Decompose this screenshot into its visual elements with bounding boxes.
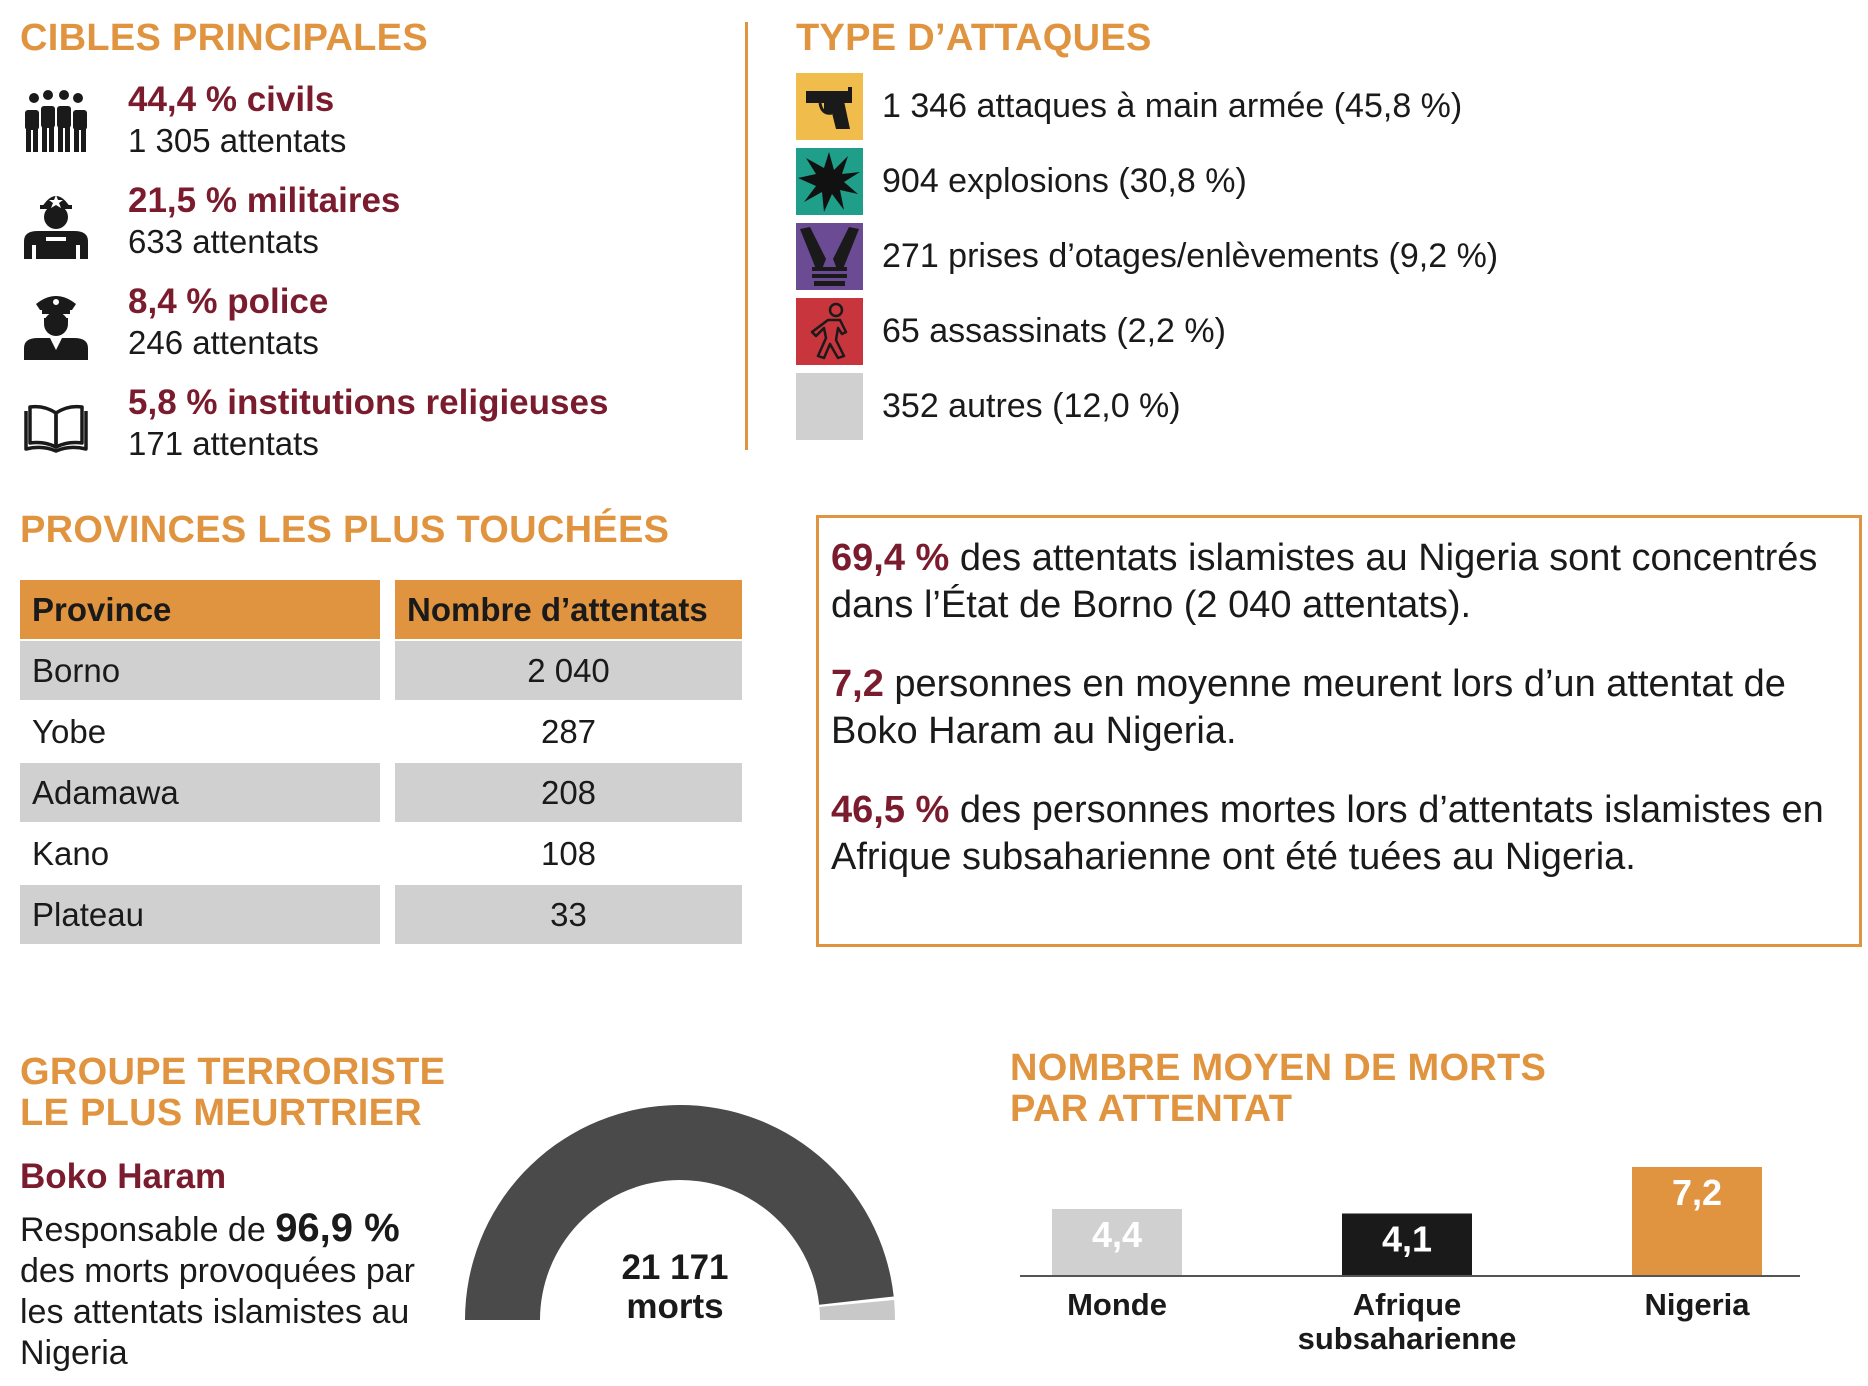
attack-label: 352 autres (12,0 %) <box>882 387 1181 425</box>
fact-highlight: 69,4 % <box>831 537 950 579</box>
deaths-total <box>560 1248 790 1326</box>
fact-average-deaths <box>831 661 1851 755</box>
fact-text: des attentats islamistes au Nigeria sont concentrés dans l’État de Borno (2 040 attentats). <box>831 537 1818 626</box>
province-count: 208 <box>395 763 742 822</box>
fact-text: des personnes mortes lors d’attentats islamistes en Afrique subsaharienne ont été tuées au Nigeria. <box>831 789 1824 878</box>
target-military <box>20 181 740 273</box>
attack-color-swatch <box>796 148 863 215</box>
group-title-line2: LE PLUS MEURTRIER <box>20 1092 423 1134</box>
bar-value-label: 4,1 <box>1381 1218 1433 1260</box>
attack-label: 271 prises d’otages/enlèvements (9,2 %) <box>882 237 1499 275</box>
column-divider <box>745 22 748 450</box>
column-header-province: Province <box>20 580 380 639</box>
category-label: subsaharienne <box>1297 1321 1517 1356</box>
police-officer-icon <box>20 288 92 360</box>
category-label: Afrique <box>1352 1287 1462 1322</box>
group-name: Boko Haram <box>20 1157 227 1196</box>
target-count: 1 305 attentats <box>128 122 347 159</box>
province-count: 287 <box>540 713 597 750</box>
attack-hostage <box>796 223 1796 291</box>
provinces-title: PROVINCES LES PLUS TOUCHÉES <box>20 509 670 551</box>
fact-subsaharan-share <box>831 787 1851 881</box>
target-count: 633 attentats <box>128 223 319 260</box>
targets-title: CIBLES PRINCIPALES <box>20 17 428 59</box>
attack-label: 65 assassinats (2,2 %) <box>882 312 1226 350</box>
provinces-table <box>20 580 742 946</box>
table-header <box>20 580 742 641</box>
bar-value-label: 4,4 <box>1091 1214 1143 1255</box>
bound-hands-icon <box>796 223 863 290</box>
province-count: 33 <box>395 885 742 944</box>
target-pct: 8,4 % police <box>128 282 329 321</box>
running-person-icon <box>796 298 863 365</box>
chart-title-line1: NOMBRE MOYEN DE MORTS <box>1010 1047 1547 1089</box>
resp-prefix: Responsable de <box>20 1211 276 1249</box>
attack-color-swatch <box>796 298 863 365</box>
province-name: Adamawa <box>20 763 380 822</box>
category-label: Nigeria <box>1644 1287 1750 1322</box>
province-name: Borno <box>20 641 380 700</box>
fact-text: personnes en moyenne meurent lors d’un attentat de Boko Haram au Nigeria. <box>831 663 1786 752</box>
attack-color-swatch <box>796 223 863 290</box>
soldier-icon <box>20 187 92 259</box>
explosion-icon <box>796 148 863 215</box>
target-religious <box>20 383 740 475</box>
resp-suffix: des morts provoquées par les attentats islamistes au Nigeria <box>20 1252 415 1372</box>
group-title-line1: GROUPE TERRORISTE <box>20 1051 446 1093</box>
province-count: 2 040 <box>395 641 742 700</box>
deaths-unit: morts <box>626 1287 724 1326</box>
target-police <box>20 282 740 374</box>
attack-other <box>796 373 1796 441</box>
resp-pct: 96,9 % <box>275 1206 400 1250</box>
table-row <box>20 763 742 824</box>
category-label: Monde <box>1067 1287 1167 1322</box>
civilians-icon <box>20 86 92 158</box>
attack-assassinations <box>796 298 1796 366</box>
attack-label: 1 346 attaques à main armée (45,8 %) <box>882 87 1463 125</box>
province-name: Plateau <box>20 885 380 944</box>
deaths-number: 21 171 <box>621 1248 729 1287</box>
target-pct: 44,4 % civils <box>128 80 335 119</box>
attack-armed <box>796 73 1796 141</box>
table-row <box>20 824 742 885</box>
table-row <box>20 702 742 763</box>
table-row <box>20 641 742 702</box>
province-name: Kano <box>32 835 110 872</box>
attacks-title: TYPE D’ATTAQUES <box>796 17 1152 59</box>
group-responsibility <box>20 1208 460 1374</box>
attack-explosions <box>796 148 1796 216</box>
fact-borno <box>831 535 1851 629</box>
attack-label: 904 explosions (30,8 %) <box>882 162 1247 200</box>
target-civilians <box>20 80 740 172</box>
attack-color-swatch <box>796 73 863 140</box>
avg-deaths-bar-chart <box>1010 1150 1810 1370</box>
chart-title-line2: PAR ATTENTAT <box>1010 1088 1293 1130</box>
table-row <box>20 885 742 946</box>
fact-highlight: 46,5 % <box>831 789 950 831</box>
target-pct: 5,8 % institutions religieuses <box>128 383 609 422</box>
fact-highlight: 7,2 <box>831 663 884 705</box>
target-pct: 21,5 % militaires <box>128 181 401 220</box>
chart-title <box>1010 1048 1546 1130</box>
group-title <box>20 1052 445 1134</box>
open-book-icon <box>20 389 92 461</box>
bar-value-label: 7,2 <box>1671 1172 1723 1213</box>
key-facts-box <box>816 515 1862 947</box>
gun-icon <box>796 73 863 140</box>
column-header-count: Nombre d’attentats <box>395 580 742 639</box>
attack-color-swatch <box>796 373 863 440</box>
province-name: Yobe <box>32 713 107 750</box>
target-count: 246 attentats <box>128 324 319 361</box>
target-count: 171 attentats <box>128 425 319 462</box>
province-count: 108 <box>540 835 597 872</box>
